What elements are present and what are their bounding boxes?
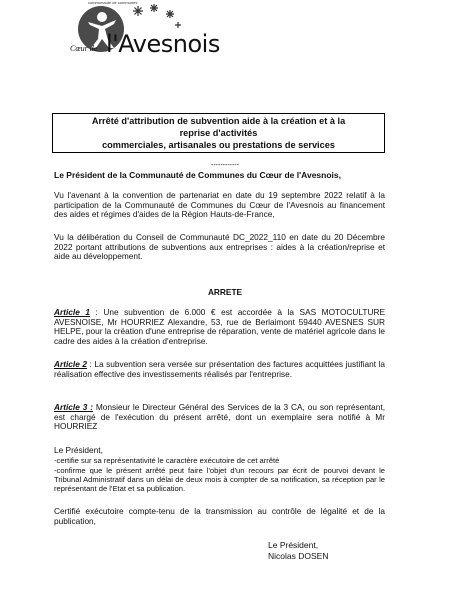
article-3 [54,403,385,432]
arrete-heading: ARRETE [207,287,243,297]
article-3-label: Article 3 : [54,402,93,412]
article-2-text: : La subvention sera versée sur présentation des factures acquittées justifiant la réalisation effective des investissements réalisés par l'entreprise. [54,359,385,379]
signature-name: Nicolas DOSEN [268,551,329,561]
article-1 [54,308,385,346]
logo-coeur-de: Cœur de [70,44,98,53]
article-3-text: Monsieur le Directeur Général des Services de la 3 CA, ou son représentant, est chargé de l'exécution du présent arrêté, dont un exemplaire sera notifié à Mr HOURRIEZ [54,402,385,432]
vu-paragraph-2: Vu la délibération du Conseil de Communauté DC_2022_110 en date du 20 Décembre 2022 portant attributions de subventions aux entreprises : aides à la création/reprise et aide au développement. [54,232,385,262]
separator: ------------ [211,162,239,169]
title-line-3: commerciales, artisanales ou prestations de services [102,140,335,150]
president-intro: Le Président de la Communauté de Communes du Cœur de l'Avesnois, [54,170,341,180]
logo [62,0,220,76]
title-line-1: Arrêté d'attribution de subvention aide à la création et à la [91,116,346,126]
article-1-label: Article 1 [54,307,90,317]
certifie-line-1: -certifie sur sa représentativité le caractère exécutoire de cet arrêté [54,456,280,465]
logo-avesnois: l'Avesnois [106,30,220,58]
article-1-text: : Une subvention de 6.000 € est accordée à la SAS MOTOCULTURE AVESNOISE, Mr HOURRIEZ Alexandre, 53, rue de Berlaimont 59440 AVESNES SUR HELPE, pour la création d'une entreprise de réparation, vente de matériel agricole dans le cadre des aides à la création d'entreprise. [54,307,385,346]
vu-paragraph-1: Vu l'avenant à la convention de partenariat en date du 19 septembre 2022 relatif à la participation de la Communauté de Communes du Cœur de l'Avesnois au financement des aides et régimes d'aides de la Région Hauts-de-France, [54,190,385,220]
document-title [52,113,385,153]
certifie-executoire: Certifié exécutoire compte-tenu de la transmission au contrôle de légalité et de la publication, [54,506,385,526]
title-line-2: reprise d'activités [179,128,258,138]
certifie-line-2: -confirme que le présent arrêté peut faire l'objet d'un recours par écrit de pourvoi devant le Tribunal Administratif dans un délai de deux mois à compter de sa notification, sa réception par le représentant de l'Etat et sa publication. [54,466,385,493]
le-president-line: Le Président, [54,445,103,455]
logo-community-text: communauté de communes [88,0,138,5]
article-2-label: Article 2 [54,359,87,369]
signature-title: Le Président, [268,540,319,550]
article-2 [54,360,385,379]
